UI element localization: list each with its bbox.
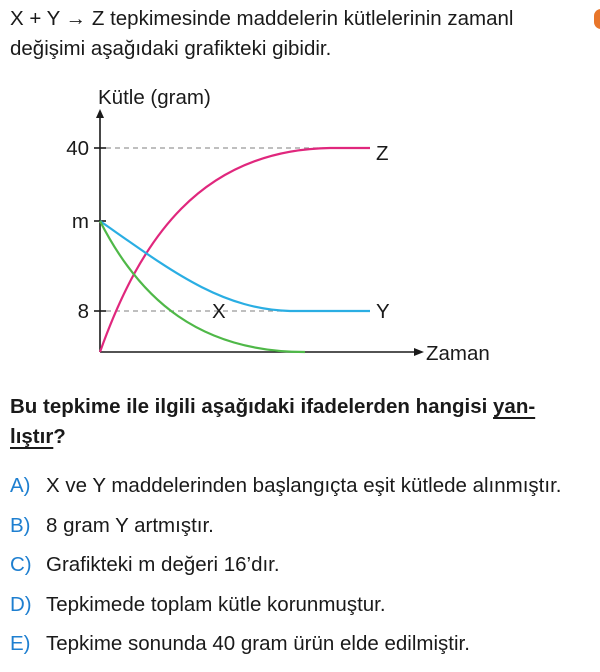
option-e-text: Tepkime sonunda 40 gram ürün elde edilmiştir. xyxy=(46,632,470,655)
mass-time-graph xyxy=(0,80,600,380)
option-e[interactable] xyxy=(10,632,561,672)
curve-label-x: X xyxy=(212,300,226,323)
answer-options xyxy=(10,474,561,672)
prompt-line-2 xyxy=(10,422,594,452)
option-c[interactable] xyxy=(10,553,561,593)
prompt-line-2-suffix: ? xyxy=(53,425,66,448)
y-tick-label-m: m xyxy=(71,210,89,233)
option-d-letter: D) xyxy=(10,592,32,616)
option-d-text: Tepkimede toplam kütle korunmuştur. xyxy=(46,592,386,616)
option-b-letter: B) xyxy=(10,513,31,537)
curve-label-z: Z xyxy=(376,142,389,165)
stem-line-1: X + Y → Z tepkimesinde maddelerin kütlelerinin zamanl xyxy=(10,7,514,30)
option-a[interactable] xyxy=(10,474,561,514)
option-c-text: Grafikteki m değeri 16’dır. xyxy=(46,553,280,576)
question-prompt xyxy=(10,392,594,452)
option-d[interactable] xyxy=(10,593,561,633)
prompt-underlined-1: yan- xyxy=(493,395,536,418)
option-c-letter: C) xyxy=(10,553,32,576)
option-b[interactable] xyxy=(10,514,561,554)
option-b-text: 8 gram Y artmıştır. xyxy=(46,513,214,537)
y-tick-label-8: 8 xyxy=(77,300,89,323)
y-tick-label-40: 40 xyxy=(66,137,89,160)
stem-line-2: değişimi aşağıdaki grafikteki gibidir. xyxy=(10,37,332,60)
option-a-letter: A) xyxy=(10,474,31,497)
curve-y xyxy=(100,221,370,311)
x-axis-label: Zaman xyxy=(426,342,490,365)
page-edge-marker xyxy=(594,9,600,29)
prompt-underlined-2: lıştır xyxy=(10,425,54,448)
x-axis-arrow xyxy=(414,348,424,356)
curve-label-y: Y xyxy=(376,300,390,323)
option-e-letter: E) xyxy=(10,632,31,655)
prompt-line-1-text: Bu tepkime ile ilgili aşağıdaki ifadelerden hangisi xyxy=(10,395,494,418)
y-axis-arrow xyxy=(96,109,104,118)
option-a-text: X ve Y maddelerinden başlangıçta eşit kütlede alınmıştır. xyxy=(46,474,562,497)
question-stem xyxy=(10,4,590,64)
y-axis-label: Kütle (gram) xyxy=(98,86,211,109)
prompt-line-1 xyxy=(10,392,594,422)
